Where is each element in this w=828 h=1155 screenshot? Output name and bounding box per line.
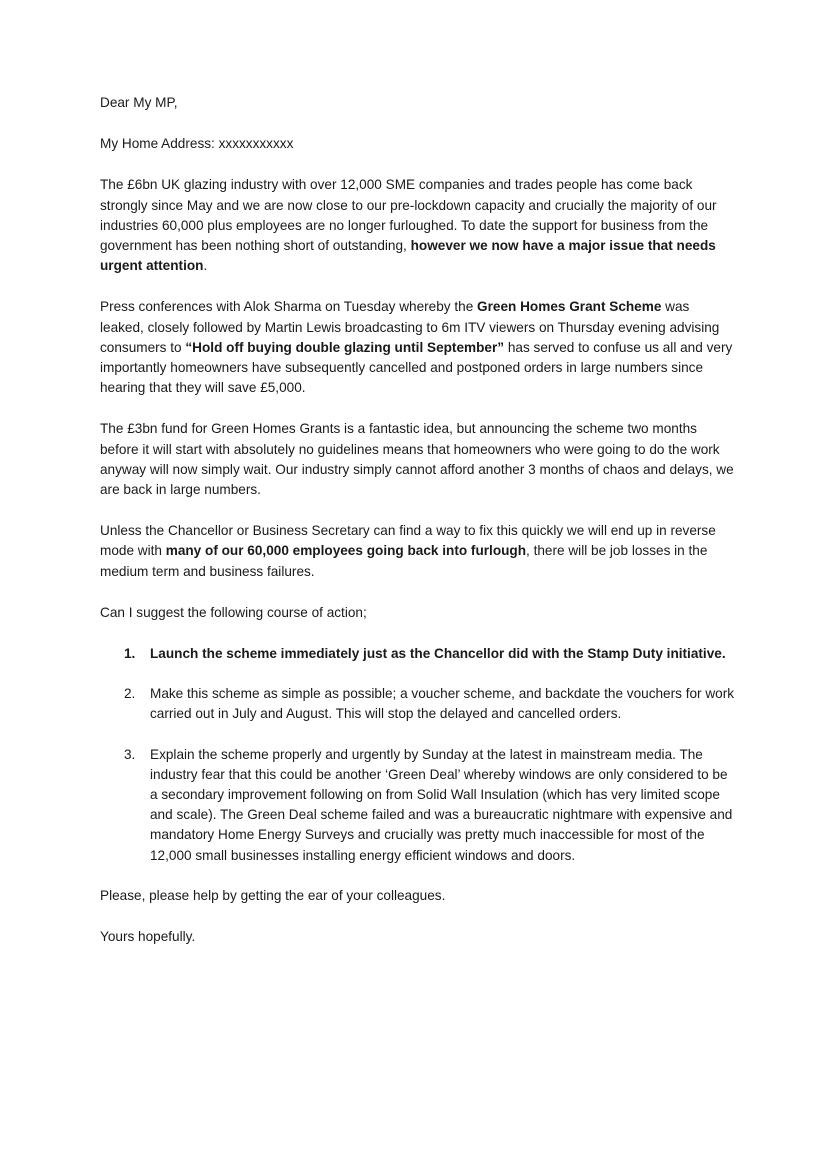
action-text: Make this scheme as simple as possible; a voucher scheme, and backdate the vouchers for work carried out in July and August. This will stop the delayed and cancelled orders.: [150, 686, 735, 722]
furlough-emphasis: many of our 60,000 employees going back into furlough: [165, 543, 527, 559]
paragraph-leak: [100, 297, 736, 398]
paragraph-text: Press conferences with Alok Sharma on Tuesday whereby the: [100, 299, 478, 315]
salutation: Dear My MP,: [100, 95, 178, 110]
action-number: 3.: [124, 746, 136, 762]
action-item-1: [100, 644, 736, 664]
paragraph-text: Unless the Chancellor or Business Secretary can find a way to fix this quickly we will end up in reverse mode with: [100, 523, 716, 559]
action-intro: Can I suggest the following course of action;: [100, 604, 367, 620]
paragraph-emphasis: however we now have a major issue that needs urgent attention: [100, 238, 716, 274]
action-text: Explain the scheme properly and urgently by Sunday at the latest in mainstream media. The industry fear that this could be another ‘Green Deal’ whereby windows are only considered to be a secondary improvement following on from Solid Wall Insulation (which has very limited scope and scale). The Green Deal scheme failed and was a bureaucratic nightmare with expensive and mandatory Home Energy Surveys and crucially was pretty much inaccessible for most of the 12,000 small businesses installing energy efficient windows and doors.: [150, 746, 733, 863]
closing-request: Please, please help by getting the ear of your colleagues.: [100, 887, 446, 903]
paragraph-industry-context: [100, 175, 736, 276]
action-number: 2.: [124, 686, 136, 702]
paragraph-text: was leaked, closely followed by Martin Lewis broadcasting to 6m ITV viewers on Thursday evening advising consumers to: [100, 299, 720, 355]
action-list: [100, 644, 736, 866]
action-item-2: [100, 684, 736, 724]
action-item-3: [100, 745, 736, 866]
action-number: 1.: [124, 646, 136, 662]
scheme-name-emphasis: Green Homes Grant Scheme: [477, 299, 662, 315]
paragraph-text: , there will be job losses in the medium term and business failures.: [100, 543, 708, 579]
letter-body: [100, 93, 736, 947]
paragraph-end: .: [203, 258, 208, 274]
action-text: Launch the scheme immediately just as the Chancellor did with the Stamp Duty initiative.: [150, 646, 726, 662]
paragraph-text: The £6bn UK glazing industry with over 12,000 SME companies and trades people has come back strongly since May and we are now close to our pre-lockdown capacity and crucially the majority of our industries 60,000 plus employees are no longer furloughed. To date the support for business from the government has been nothing short of outstanding,: [100, 177, 717, 254]
home-address: My Home Address: xxxxxxxxxxx: [100, 136, 294, 152]
paragraph-fund: The £3bn fund for Green Homes Grants is a fantastic idea, but announcing the scheme two months before it will start with absolutely no guidelines means that homeowners who were going to do the work anyway will now simply wait. Our industry simply cannot afford another 3 months of chaos and delays, we are back in large numbers.: [100, 421, 734, 498]
paragraph-text: has served to confuse us all and very importantly homeowners have subsequently cancelled and postponed orders in large numbers since hearing that they will save £5,000.: [100, 339, 733, 396]
sign-off: Yours hopefully.: [100, 929, 196, 945]
paragraph-consequences: [100, 521, 736, 582]
quote-emphasis: “Hold off buying double glazing until September”: [185, 339, 505, 355]
